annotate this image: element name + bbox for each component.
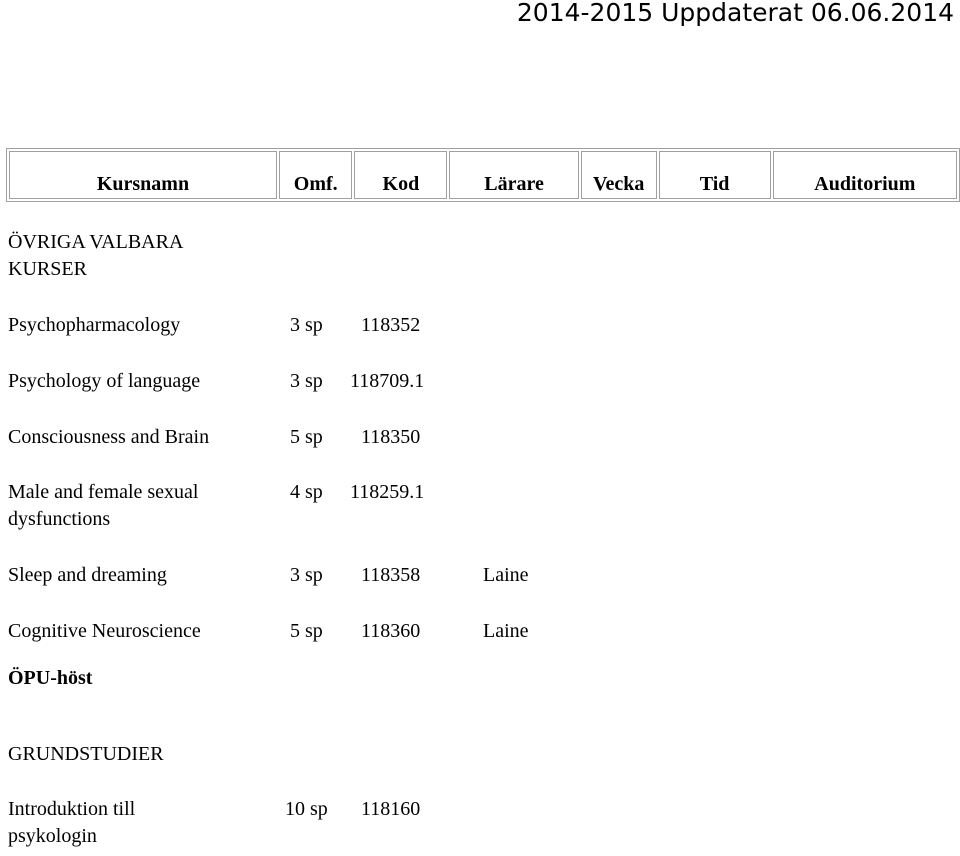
page-header-title: 2014-2015 Uppdaterat 06.06.2014 bbox=[516, 0, 954, 27]
column-header-auditorium: Auditorium bbox=[773, 151, 957, 199]
column-header-omf: Omf. bbox=[279, 151, 353, 199]
course-code: 118358 bbox=[361, 564, 421, 586]
course-credits: 3 sp bbox=[290, 370, 323, 392]
column-header-vecka: Vecka bbox=[581, 151, 657, 199]
course-name-line2: dysfunctions bbox=[8, 508, 111, 530]
section-heading-opu: ÖPU-höst bbox=[8, 667, 93, 689]
course-code: 118352 bbox=[361, 314, 421, 336]
column-header-table bbox=[6, 148, 960, 202]
column-header-kursnamn: Kursnamn bbox=[9, 151, 277, 199]
course-name: Psychopharmacology bbox=[8, 314, 181, 336]
course-teacher: Laine bbox=[483, 564, 529, 586]
section-heading-ovriga-line2: KURSER bbox=[8, 258, 87, 280]
course-credits: 3 sp bbox=[290, 314, 323, 336]
column-header-tid: Tid bbox=[659, 151, 771, 199]
course-name: Sleep and dreaming bbox=[8, 564, 167, 586]
course-credits: 10 sp bbox=[285, 798, 328, 820]
course-name-line2: psykologin bbox=[8, 825, 97, 847]
course-credits: 5 sp bbox=[290, 426, 323, 448]
section-heading-ovriga-line1: ÖVRIGA VALBARA bbox=[8, 231, 184, 253]
course-name: Cognitive Neuroscience bbox=[8, 620, 201, 642]
course-credits: 3 sp bbox=[290, 564, 323, 586]
course-code: 118360 bbox=[361, 620, 421, 642]
course-teacher: Laine bbox=[483, 620, 529, 642]
section-heading-grundstudier: GRUNDSTUDIER bbox=[8, 743, 164, 765]
course-name-line1: Introduktion till bbox=[8, 798, 136, 820]
course-name-line1: Male and female sexual bbox=[8, 481, 199, 503]
course-credits: 4 sp bbox=[290, 481, 323, 503]
course-name: Consciousness and Brain bbox=[8, 426, 210, 448]
course-name: Psychology of language bbox=[8, 370, 201, 392]
course-code: 118709.1 bbox=[350, 370, 425, 392]
column-header-larare: Lärare bbox=[449, 151, 579, 199]
course-credits: 5 sp bbox=[290, 620, 323, 642]
column-header-kod: Kod bbox=[354, 151, 447, 199]
course-code: 118350 bbox=[361, 426, 421, 448]
course-code: 118259.1 bbox=[350, 481, 425, 503]
course-code: 118160 bbox=[361, 798, 421, 820]
